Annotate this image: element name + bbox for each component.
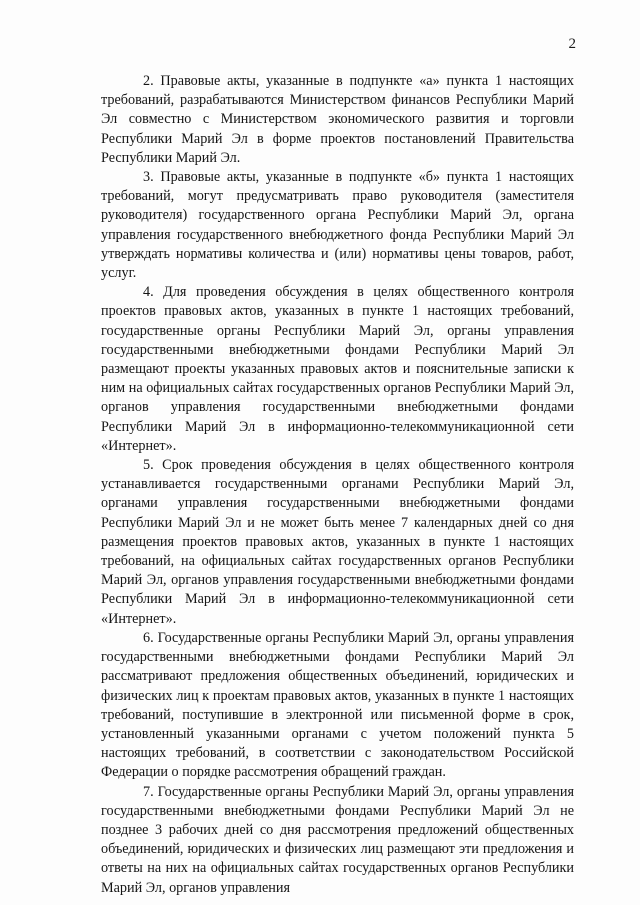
page-number: 2 — [568, 36, 576, 52]
paragraph-7: 7. Государственные органы Республики Марий Эл, органы управления государственными внебюджетными фондами Республики Марий Эл не позднее 3 рабочих дней со дня рассмотрения предложений общественных объединений, юридических и физических лиц размещают эти предложения и ответы на них на официальных сайтах государственных органов Республики Марий Эл, органов управления — [101, 783, 574, 896]
document-body — [101, 72, 574, 898]
paragraph-6: 6. Государственные органы Республики Марий Эл, органы управления государственными внебюджетными фондами Республики Марий Эл рассматривают предложения общественных объединений, юридических и физических лиц к проектам правовых актов, указанных в пункте 1 настоящих требований, поступившие в электронной или письменной форме в срок, установленный указанными органами с учетом положений пункта 5 настоящих требований, в соответствии с законодательством Российской Федерации о порядке рассмотрения обращений граждан. — [101, 629, 574, 781]
paragraph-2: 2. Правовые акты, указанные в подпункте «а» пункта 1 настоящих требований, разрабатываются Министерством финансов Республики Марий Эл совместно с Министерством экономического развития и торговли Республики Марий Эл в форме проектов постановлений Правительства Республики Марий Эл. — [101, 73, 574, 166]
paragraph-5: 5. Срок проведения обсуждения в целях общественного контроля устанавливается государственными органами Республики Марий Эл, органами управления государственными внебюджетными фондами Республики Марий Эл и не может быть менее 7 календарных дней со дня размещения проектов правовых актов, указанных в пункте 1 настоящих требований, на официальных сайтах государственных органов Республики Марий Эл, органов управления государственными внебюджетными фондами Республики Марий Эл в информационно-телекоммуникационной сети «Интернет». — [101, 457, 574, 627]
paragraph-3: 3. Правовые акты, указанные в подпункте «б» пункта 1 настоящих требований, могут предусматривать право руководителя (заместителя руководителя) государственного органа Республики Марий Эл, органа управления государственного внебюджетного фонда Республики Марий Эл утверждать нормативы количества и (или) нормативы цены товаров, работ, услуг. — [101, 169, 574, 282]
paragraph-4: 4. Для проведения обсуждения в целях общественного контроля проектов правовых актов, указанных в пункте 1 настоящих требований, государственные органы Республики Марий Эл, органы управления государственными внебюджетными фондами Республики Марий Эл размещают проекты указанных правовых актов и пояснительные записки к ним на официальных сайтах государственных органов Республики Марий Эл, органов управления государственными внебюджетными фондами Республики Марий Эл в информационно-телекоммуникационной сети «Интернет». — [101, 284, 574, 454]
